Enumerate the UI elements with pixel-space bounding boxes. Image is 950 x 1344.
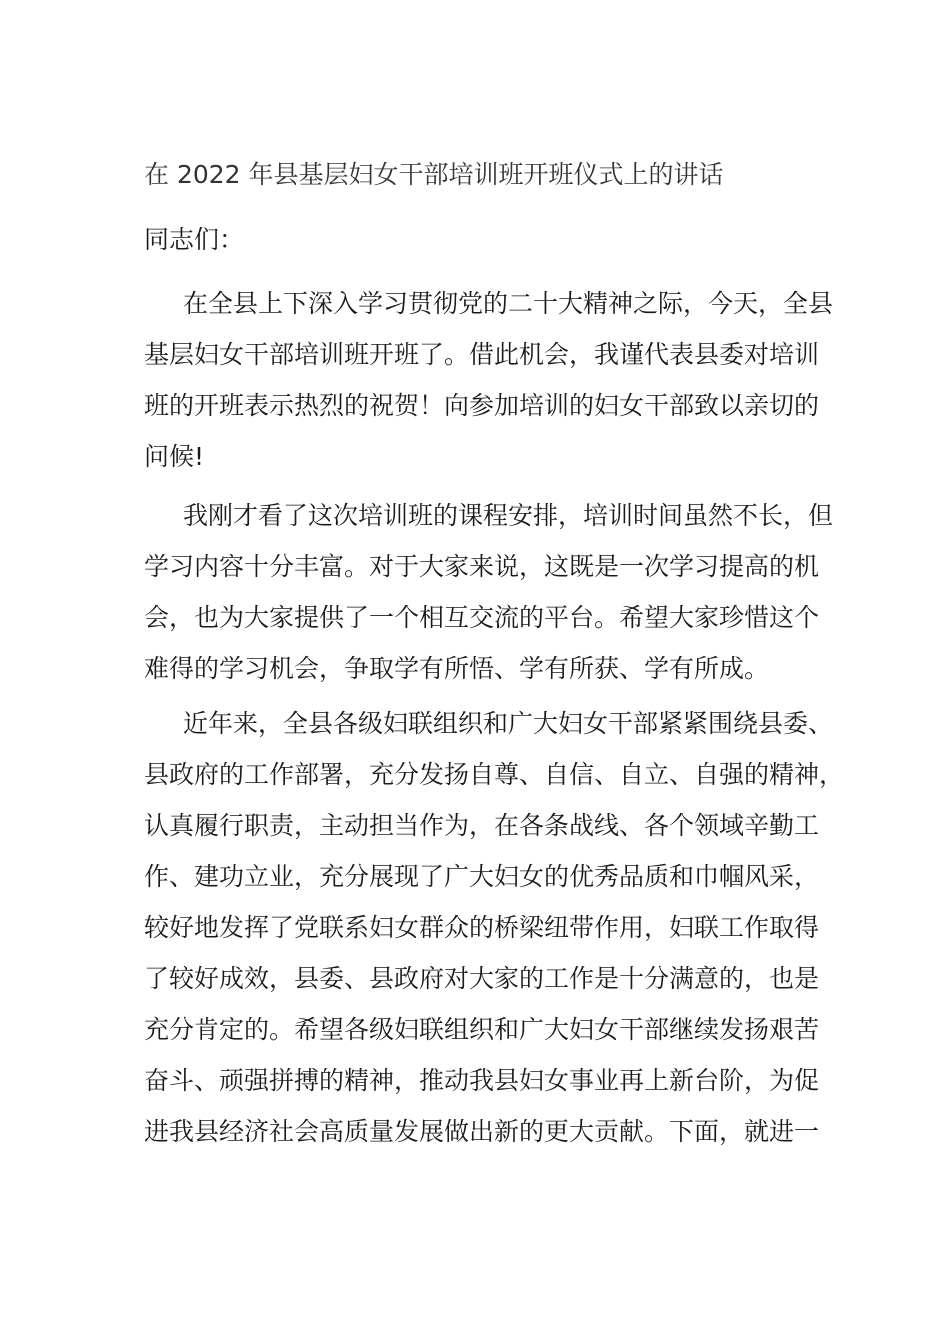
paragraph-1 <box>144 278 834 482</box>
paragraph-line: 较好地发挥了党联系妇女群众的桥梁纽带作用，妇联工作取得 <box>144 913 820 942</box>
paragraph-line: 我刚才看了这次培训班的课程安排，培训时间虽然不长，但 <box>183 501 834 530</box>
paragraph-line: 作、建功立业，充分展现了广大妇女的优秀品质和巾帼风采， <box>144 862 820 891</box>
paragraph-line: 认真履行职责，主动担当作为，在各条战线、各个领域辛勤工 <box>144 811 820 840</box>
paragraph-line: 问候! <box>144 442 205 471</box>
paragraph-line: 班的开班表示热烈的祝贺！向参加培训的妇女干部致以亲切的 <box>144 391 820 420</box>
paragraph-line: 在全县上下深入学习贯彻党的二十大精神之际，今天，全县 <box>183 289 834 318</box>
paragraph-line: 进我县经济社会高质量发展做出新的更大贡献。下面，就进一 <box>144 1117 820 1146</box>
paragraph-2 <box>144 490 834 694</box>
paragraph-line: 学习内容十分丰富。对于大家来说，这既是一次学习提高的机 <box>144 552 820 581</box>
paragraph-line: 奋斗、顽强拼搏的精神，推动我县妇女事业再上新台阶，为促 <box>144 1066 820 1095</box>
paragraph-line: 难得的学习机会，争取学有所悟、学有所获、学有所成。 <box>144 654 770 683</box>
salutation: 同志们： <box>144 225 245 254</box>
paragraph-line: 县政府的工作部署，充分发扬自尊、自信、自立、自强的精神， <box>144 760 845 789</box>
paragraph-line: 充分肯定的。希望各级妇联组织和广大妇女干部继续发扬艰苦 <box>144 1015 820 1044</box>
document-title: 在 2022 年县基层妇女干部培训班开班仪式上的讲话 <box>144 160 724 189</box>
paragraph-3 <box>144 698 845 1157</box>
paragraph-line: 近年来，全县各级妇联组织和广大妇女干部紧紧围绕县委、 <box>183 709 834 738</box>
paragraph-line: 会，也为大家提供了一个相互交流的平台。希望大家珍惜这个 <box>144 603 820 632</box>
paragraph-line: 基层妇女干部培训班开班了。借此机会，我谨代表县委对培训 <box>144 340 820 369</box>
paragraph-line: 了较好成效，县委、县政府对大家的工作是十分满意的，也是 <box>144 964 820 993</box>
